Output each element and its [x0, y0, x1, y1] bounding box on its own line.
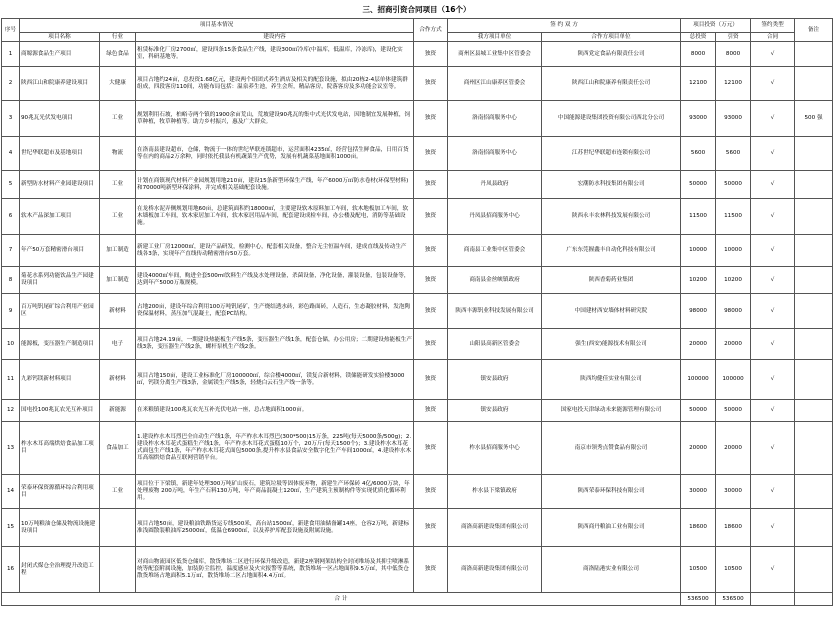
row-our-unit: 陕西丰源钒业科技发展有限公司: [448, 294, 542, 329]
row-industry: 加工制造: [100, 235, 136, 267]
row-contract-mark: √: [751, 42, 795, 67]
header-sign-type: 签约类型: [751, 19, 795, 33]
row-partner-unit: 宏潮防水科技集团有限公司: [542, 171, 681, 199]
row-content: 在米粮镇建设100兆瓦农光互补光伏电站一座，总占地面积1000亩。: [136, 400, 414, 422]
row-cooperation: 独资: [414, 547, 448, 593]
row-partner-unit: 陕西商丹粮油工业有限公司: [542, 509, 681, 547]
row-cooperation: 独资: [414, 171, 448, 199]
header-investment: 项目投资（万元）: [681, 19, 751, 33]
header-total-investment: 总投资: [681, 33, 716, 42]
row-our-unit: 山阳县高新区管委会: [448, 329, 542, 360]
row-cooperation: 独资: [414, 42, 448, 67]
row-content: 占地200亩，建设年综合利用100万吨钒尾矿，生产烧结透水砖，彩色路面砖，人造石，生态凝胶材料，发泡陶瓷保温材料，蒸压加气混凝土，配套PC结构。: [136, 294, 414, 329]
row-industry: 工业: [100, 199, 136, 235]
row-seq: 5: [2, 171, 20, 199]
row-seq: 4: [2, 137, 20, 171]
row-cooperation: 独资: [414, 294, 448, 329]
row-industry: [100, 509, 136, 547]
table-row: [2, 422, 833, 475]
row-cooperation: 独资: [414, 509, 448, 547]
row-our-unit: 商南县金丝峡镇政府: [448, 267, 542, 294]
row-seq: 10: [2, 329, 20, 360]
row-project-name: 百万吨钒尾矿综合利用产业园区: [20, 294, 100, 329]
row-remark: 500 强: [795, 101, 833, 137]
row-project-name: 10万吨粮油仓储及物流设施建设项目: [20, 509, 100, 547]
row-total-investment: 10000: [681, 235, 716, 267]
row-contract-mark: √: [751, 329, 795, 360]
row-content: 新建工业厂房12000㎡，建设产品研发，检测中心，配套相关设备，整合无尘恒温车间，建成直线及传动生产线各3条，实现年产直线传动精密滑台50万套。: [136, 235, 414, 267]
row-total-investment: 5600: [681, 137, 716, 171]
row-introduced: 20000: [716, 422, 751, 475]
header-introduced: 引资: [716, 33, 751, 42]
header-partner-unit: 合作方项目单位: [542, 33, 681, 42]
table-row: [2, 42, 833, 67]
row-total-investment: 98000: [681, 294, 716, 329]
row-remark: [795, 422, 833, 475]
row-our-unit: 镇安县政府: [448, 360, 542, 400]
header-signing-parties: 签 约 双 方: [448, 19, 681, 33]
table-row: [2, 329, 833, 360]
row-industry: [100, 547, 136, 593]
row-content: 项目占地24.19亩，一期建设热能板生产线5条，变压器生产线1条，配套仓储，办公用房；二期建设热能板生产线3条，变压器生产线2条，螺杆泵机生产线2条。: [136, 329, 414, 360]
table-row: [2, 267, 833, 294]
row-cooperation: 独资: [414, 422, 448, 475]
row-remark: [795, 199, 833, 235]
row-remark: [795, 360, 833, 400]
row-project-name: 90兆瓦光伏发电项目: [20, 101, 100, 137]
row-project-name: 陕西江山和院康养建设项目: [20, 67, 100, 101]
row-introduced: 93000: [716, 101, 751, 137]
row-cooperation: 独资: [414, 137, 448, 171]
summary-introduced: 536500: [716, 593, 751, 606]
row-industry: 加工制造: [100, 267, 136, 294]
row-total-investment: 50000: [681, 171, 716, 199]
row-total-investment: 10500: [681, 547, 716, 593]
row-our-unit: 商洛高新建设集团有限公司: [448, 509, 542, 547]
row-remark: [795, 475, 833, 509]
row-remark: [795, 267, 833, 294]
row-content: 规划利用石坡，柏峪寺两个镇的1900余亩荒山，荒坡建设90兆瓦的集中式光伏发电站，因地制宜发展种植，饲草种植，牧草种植等。助力乡村振兴，惠及广大群众。: [136, 101, 414, 137]
header-basic: 项目基本情况: [20, 19, 414, 33]
row-partner-unit: 陕西党定食品有限责任公司: [542, 42, 681, 67]
row-contract-mark: √: [751, 267, 795, 294]
row-our-unit: 丹凤县政府: [448, 171, 542, 199]
row-cooperation: 独资: [414, 67, 448, 101]
row-industry: 食品加工: [100, 422, 136, 475]
row-seq: 1: [2, 42, 20, 67]
row-total-investment: 20000: [681, 329, 716, 360]
row-total-investment: 50000: [681, 400, 716, 422]
row-cooperation: 独资: [414, 235, 448, 267]
row-our-unit: 洛南招商服务中心: [448, 101, 542, 137]
header-industry: 行业: [100, 33, 136, 42]
row-content: 在洛南县建设超市，仓储，物流于一体的世纪华联连锁超市，运营面积4235㎡，经营包括生鲜食品，日用百货等在内的商品2万余种，同时依托我县有机蔬菜生产优势，发展有机蔬菜基地面积1000亩。: [136, 137, 414, 171]
page-title: 三、招商引资合同项目（16个）: [362, 5, 471, 14]
row-remark: [795, 509, 833, 547]
table-row: [2, 171, 833, 199]
row-contract-mark: √: [751, 400, 795, 422]
row-project-name: 软木产品深加工项目: [20, 199, 100, 235]
row-partner-unit: 国家电投天津绿动未来能源管理有限公司: [542, 400, 681, 422]
table-row: [2, 400, 833, 422]
table-row: [2, 235, 833, 267]
row-project-name: 新型防水材料产业园建设项目: [20, 171, 100, 199]
row-industry: 物流: [100, 137, 136, 171]
row-total-investment: 10200: [681, 267, 716, 294]
row-our-unit: 商州区江山康养区管委会: [448, 67, 542, 101]
row-cooperation: 独资: [414, 267, 448, 294]
row-partner-unit: 陕西均健佳实业有限公司: [542, 360, 681, 400]
row-remark: [795, 235, 833, 267]
table-row: [2, 547, 833, 593]
row-industry: 大健康: [100, 67, 136, 101]
row-introduced: 50000: [716, 400, 751, 422]
row-content: 在龙桥水泥弄侧规划用地60亩，总建筑面积约18000㎡，主要建设软木原料加工车间，软木地板加工车间，软木墙板加工车间，软木家居加工车间，软木家居用品车间，配套建设成检车间，办公楼及配电，消防等基础设施。: [136, 199, 414, 235]
row-industry: 绿色食品: [100, 42, 136, 67]
row-introduced: 98000: [716, 294, 751, 329]
row-content: 项目占地150亩，建设工业标准化厂房100000㎡，综合楼4000㎡，镁复合新材料，镁储能研发实验楼3000㎡，钙镁分离生产线3条，金属镁生产线5条，轻烧白云石生产线一条等。: [136, 360, 414, 400]
row-cooperation: 独资: [414, 199, 448, 235]
row-total-investment: 11500: [681, 199, 716, 235]
row-project-name: 国电投100兆瓦农光互补项目: [20, 400, 100, 422]
row-remark: [795, 329, 833, 360]
row-partner-unit: 陕西江山和院康养有限责任公司: [542, 67, 681, 101]
row-our-unit: 洛南招商服务中心: [448, 137, 542, 171]
header-contract: 合同: [751, 33, 795, 42]
row-remark: [795, 137, 833, 171]
row-partner-unit: 强生(西安)能源技术有限公司: [542, 329, 681, 360]
summary-row: [2, 593, 833, 606]
row-remark: [795, 400, 833, 422]
row-total-investment: 93000: [681, 101, 716, 137]
row-our-unit: 柞水县下梁镇政府: [448, 475, 542, 509]
table-body: [2, 42, 833, 593]
table-row: [2, 294, 833, 329]
row-partner-unit: 中国建材西安墙体材料研究院: [542, 294, 681, 329]
row-seq: 14: [2, 475, 20, 509]
row-remark: [795, 547, 833, 593]
row-our-unit: 柞水县招商服务中心: [448, 422, 542, 475]
row-content: 租赁标准化厂房2700㎡，建设四条15条食品生产线，建设300㎡冷库(中温库，低温库，冷冻库)，建设化实室，科研基地等。: [136, 42, 414, 67]
table-row: [2, 475, 833, 509]
row-contract-mark: √: [751, 171, 795, 199]
row-contract-mark: √: [751, 475, 795, 509]
row-seq: 2: [2, 67, 20, 101]
row-introduced: 20000: [716, 329, 751, 360]
row-introduced: 100000: [716, 360, 751, 400]
row-cooperation: 独资: [414, 360, 448, 400]
row-project-name: 年产50万套精密滑台项目: [20, 235, 100, 267]
row-contract-mark: √: [751, 137, 795, 171]
row-cooperation: 独资: [414, 101, 448, 137]
row-introduced: 30000: [716, 475, 751, 509]
row-contract-mark: √: [751, 101, 795, 137]
row-cooperation: 独资: [414, 475, 448, 509]
row-project-name: 荣泰环保资源循环综合利用项目: [20, 475, 100, 509]
row-contract-mark: √: [751, 235, 795, 267]
row-seq: 16: [2, 547, 20, 593]
row-partner-unit: 商洛陆港实业有限公司: [542, 547, 681, 593]
row-our-unit: 商南县工业集中区管委会: [448, 235, 542, 267]
row-seq: 6: [2, 199, 20, 235]
row-seq: 7: [2, 235, 20, 267]
row-content: 计划在商镇现代材料产业园规划用地210亩，建设15条新型环保生产线，年产6000万㎡防水卷材(环保型材料)和70000吨新型环保涂料，并完成相关基础配套设施。: [136, 171, 414, 199]
row-project-name: 封闭式煤仓全治理提升改造工程: [20, 547, 100, 593]
summary-empty-remark: [795, 593, 833, 606]
contract-projects-table: [1, 18, 833, 606]
row-remark: [795, 171, 833, 199]
table-row: [2, 67, 833, 101]
row-seq: 13: [2, 422, 20, 475]
row-seq: 15: [2, 509, 20, 547]
table-row: [2, 509, 833, 547]
row-industry: 新能源: [100, 400, 136, 422]
summary-total: 536500: [681, 593, 716, 606]
row-seq: 11: [2, 360, 20, 400]
header-project-name: 项目名称: [20, 33, 100, 42]
row-industry: 工业: [100, 171, 136, 199]
row-content: 对商山物流园区低货仓储库，散货堆场二区进行环保升级改造，新建2座钢网架结构全封闭堆场及其抑尘喷淋系统等配套附属设施，加装防尘监控，温度感应及火灾报警等系统，散货堆场一区占地面积9.5万㎡，其中低货仓散货堆场占地面积5.1万㎡，散货堆场二区占地面积4.4万㎡。: [136, 547, 414, 593]
row-industry: 新材料: [100, 360, 136, 400]
row-project-name: 商塬源食品生产项目: [20, 42, 100, 67]
row-introduced: 18600: [716, 509, 751, 547]
row-contract-mark: √: [751, 360, 795, 400]
row-project-name: 能源板，变压器生产制造项目: [20, 329, 100, 360]
row-partner-unit: 广东东莞握鑫丰自动化科技有限公司: [542, 235, 681, 267]
row-partner-unit: 陕西香菊药业集团: [542, 267, 681, 294]
row-total-investment: 8000: [681, 42, 716, 67]
row-introduced: 10500: [716, 547, 751, 593]
row-partner-unit: 陕西永丰农林科技发展有限公司: [542, 199, 681, 235]
row-project-name: 柞水木耳高端烘焙食品加工项目: [20, 422, 100, 475]
row-partner-unit: 陕西荣泰环保科技有限公司: [542, 475, 681, 509]
table-row: [2, 101, 833, 137]
row-project-name: 世纪华联超市及基地项目: [20, 137, 100, 171]
row-total-investment: 30000: [681, 475, 716, 509]
row-remark: [795, 67, 833, 101]
row-contract-mark: √: [751, 509, 795, 547]
row-industry: 电子: [100, 329, 136, 360]
row-total-investment: 12100: [681, 67, 716, 101]
row-introduced: 8000: [716, 42, 751, 67]
row-remark: [795, 294, 833, 329]
row-introduced: 50000: [716, 171, 751, 199]
row-total-investment: 100000: [681, 360, 716, 400]
row-content: 项目占地50亩，建设粮油铁路货运专线500米，高台站1500㎡，新建食用油储备罐14座，仓容2万吨，新建标准浅圆散装粮油库25000㎡，低温仓6900㎡，以及养护库配套设施及附属设施。: [136, 509, 414, 547]
row-project-name: 九彩钙镁新材料项目: [20, 360, 100, 400]
row-introduced: 11500: [716, 199, 751, 235]
row-seq: 12: [2, 400, 20, 422]
header-remark: 备注: [795, 19, 833, 42]
row-project-name: 菊花水系列功能饮品生产园建设项目: [20, 267, 100, 294]
header-content: 建设内容: [136, 33, 414, 42]
row-contract-mark: √: [751, 67, 795, 101]
row-cooperation: 独资: [414, 329, 448, 360]
row-content: 项目位于下梁镇，新建年处理300万吨矿山废石，建筑垃圾等固体废弃物，新建生产环保砖 4亿/6000万块，年处理废物 200万吨，年生产石料130万吨，年产商品混凝土120㎡，生产建筑主预制构件等实现优质化循环利用。: [136, 475, 414, 509]
row-partner-unit: 中国能源建设集团投资有限公司西北分公司: [542, 101, 681, 137]
header-cooperation: 合作方式: [414, 19, 448, 42]
row-partner-unit: 南京市领秀点赞食品有限公司: [542, 422, 681, 475]
row-contract-mark: √: [751, 422, 795, 475]
row-introduced: 5600: [716, 137, 751, 171]
header-seq: 序号: [2, 19, 20, 42]
row-seq: 3: [2, 101, 20, 137]
table-row: [2, 199, 833, 235]
row-industry: 工业: [100, 475, 136, 509]
row-industry: 工业: [100, 101, 136, 137]
row-introduced: 12100: [716, 67, 751, 101]
row-seq: 8: [2, 267, 20, 294]
table-row: [2, 137, 833, 171]
row-partner-unit: 江苏世纪华联超市连锁有限公司: [542, 137, 681, 171]
row-contract-mark: √: [751, 547, 795, 593]
row-seq: 9: [2, 294, 20, 329]
row-our-unit: 商洛高新建设集团有限公司: [448, 547, 542, 593]
header-our-unit: 我方项目单位: [448, 33, 542, 42]
row-our-unit: 镇安县政府: [448, 400, 542, 422]
row-our-unit: 商州区县城工业集中区管委会: [448, 42, 542, 67]
summary-label: 合 计: [2, 593, 681, 606]
row-total-investment: 18600: [681, 509, 716, 547]
row-cooperation: 独资: [414, 400, 448, 422]
row-remark: [795, 42, 833, 67]
row-introduced: 10200: [716, 267, 751, 294]
row-content: 建设4000㎡车间，购进全套500ml饮料生产线及水处理设备，杀菌设备，净化设备，灌装设备，包装设备等，达到年产5000万瓶规模。: [136, 267, 414, 294]
summary-empty-type: [751, 593, 795, 606]
row-introduced: 10000: [716, 235, 751, 267]
row-industry: 新材料: [100, 294, 136, 329]
row-content: 项目占地约24亩，总投资1.68亿元，建设两个组团式养生酒店及相关的配套设施，拟由20栋2-4层单体建筑群组成，四段客房110间，功能布局包括：温泉养生池，养生会所，精品客房，院落客房及多功能会议室等。: [136, 67, 414, 101]
row-content: 1.建设柞水木耳烈巴全自动生产线1条，年产柞水木耳烈巴(300*500)15万条，225吨(每天5000条/500g)；2.建设柞水木耳花式蛋糕生产线1条，年产柞水木耳花式蛋糕10万个，20万斤(每天1500个)；3.建设柞水木耳花式面包生产线1条，年产柞水木耳花式面包5000条,提升柞水县食品安全数字化生产车间1000㎡，4.建设柞水木耳高端烘焙食品互联网营销平台。: [136, 422, 414, 475]
row-our-unit: 丹凤县招商服务中心: [448, 199, 542, 235]
table-row: [2, 360, 833, 400]
row-contract-mark: √: [751, 199, 795, 235]
row-total-investment: 20000: [681, 422, 716, 475]
row-contract-mark: √: [751, 294, 795, 329]
